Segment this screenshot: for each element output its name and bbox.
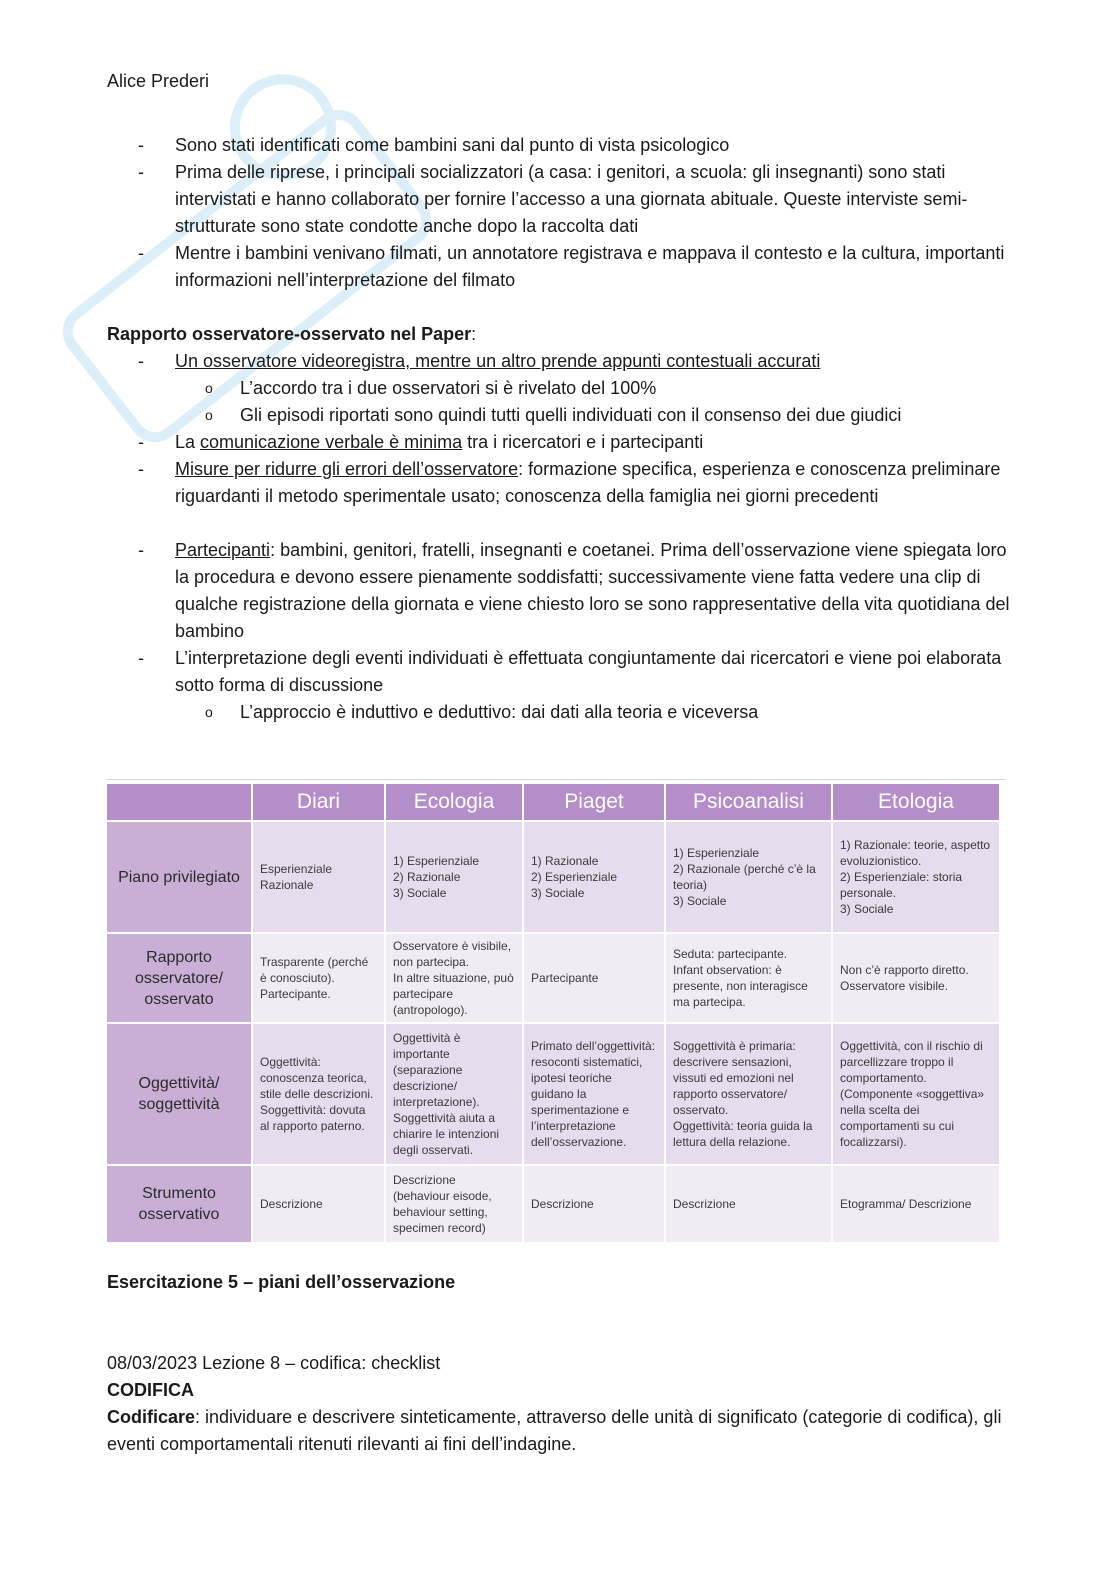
- table-cell: [386, 934, 522, 1022]
- cell-line: Soggettività è primaria: descrivere sensazioni, vissuti ed emozioni nel rapporto osservatore/ osservato.: [673, 1039, 796, 1117]
- bullet-circle: o: [205, 407, 213, 423]
- table-cell: [524, 934, 664, 1022]
- list-item: [138, 537, 1018, 645]
- text-segment: : bambini, genitori, fratelli, insegnanti e coetanei. Prima dell’osservazione viene spiegata loro la procedura e devono essere pienamente soddisfatti; successivamente viene fatta vedere una clip di qualche registrazione della giornata e viene chiesto loro se sono rappresentative della vita quotidiana del bambino: [175, 540, 1010, 641]
- cell-line: 3) Sociale: [531, 886, 585, 900]
- cell-line: Soggettività: dovuta al rapporto paterno.: [260, 1103, 366, 1133]
- list-item-text: Sono stati identificati come bambini sani dal punto di vista psicologico: [175, 135, 730, 155]
- list-item-text: Mentre i bambini venivano filmati, un annotatore registrava e mappava il contesto e la cultura, importanti informazioni nell’interpretazione del filmato: [175, 243, 1005, 290]
- bullet-circle: o: [205, 380, 213, 396]
- table-row: [107, 1166, 999, 1242]
- list-item-text: L’interpretazione degli eventi individuati è effettuata congiuntamente dai ricercatori e viene poi elaborata sotto forma di discussione: [175, 648, 1002, 695]
- cell-line: Non c’è rapporto diretto.: [840, 963, 969, 977]
- heading-text: Rapporto osservatore-osservato nel Paper: [107, 324, 472, 344]
- underlined-text: Partecipanti: [175, 540, 271, 560]
- list-item: [138, 159, 1018, 240]
- text-segment: : formazione specifica, esperienza e conoscenza preliminare riguardanti il metodo sperimentale usato; conoscenza della famiglia nei giorni precedenti: [175, 459, 1001, 506]
- cell-line: 2) Esperienziale: [531, 870, 618, 884]
- text-segment: tra i ricercatori e i partecipanti: [462, 432, 704, 452]
- bullet-dash: -: [138, 459, 144, 479]
- list-item: [138, 240, 1018, 294]
- sub-item-text: L’accordo tra i due osservatori si è rivelato del 100%: [240, 378, 657, 398]
- lesson-title: 08/03/2023 Lezione 8 – codifica: checklist: [107, 1353, 441, 1373]
- table-cell: [253, 822, 384, 932]
- cell-line: 1) Esperienziale: [393, 854, 480, 868]
- table-cell: [386, 1166, 522, 1242]
- table-corner: [107, 784, 251, 820]
- heading-colon: :: [471, 324, 477, 344]
- sub-list-item: [205, 699, 1005, 726]
- cell-line: Infant observation: è presente, non interagisce ma partecipa.: [673, 963, 808, 1009]
- table-row: [107, 822, 999, 932]
- bullet-dash: -: [138, 432, 144, 452]
- table-cell: [666, 822, 831, 932]
- sub-list-item: [205, 402, 1005, 429]
- cell-line: 1) Razionale: teorie, aspetto evoluzionistico.: [840, 838, 991, 868]
- table-cell: [666, 1166, 831, 1242]
- list-item: [138, 645, 1018, 699]
- bullet-dash: -: [138, 648, 144, 668]
- cell-line: Razionale: [260, 878, 314, 892]
- bullet-dash: -: [138, 540, 144, 560]
- cell-line: (behaviour eisode, behaviour setting, specimen record): [393, 1189, 492, 1235]
- cell-line: 2) Razionale: [393, 870, 461, 884]
- cell-line: 3) Sociale: [673, 894, 727, 908]
- column-header: Ecologia: [386, 784, 522, 820]
- cell-line: Descrizione: [393, 1173, 456, 1187]
- cell-line: 2) Esperienziale: storia personale.: [840, 870, 963, 900]
- cell-line: Esperienziale: [260, 862, 333, 876]
- bullet-dash: -: [138, 162, 144, 182]
- bullet-dash: -: [138, 351, 144, 371]
- list-item: [138, 132, 1018, 159]
- table-header-row: [107, 784, 999, 820]
- cell-line: Primato dell’oggettività: resoconti sistematici, ipotesi teoriche guidano la sperimentazione e l’interpretazione dell’osservazione.: [531, 1039, 656, 1149]
- author-name: Alice Prederi: [107, 71, 210, 91]
- section-heading-codifica: [107, 1377, 1007, 1404]
- definition-text: : individuare e descrivere sinteticamente, attraverso delle unità di significato (categorie di codifica), gli eventi comportamentali ritenuti rilevanti ai fini dell’indagine.: [107, 1407, 1002, 1454]
- table-cell: [386, 1024, 522, 1164]
- cell-line: Descrizione: [531, 1197, 594, 1211]
- table-cell: [253, 1166, 384, 1242]
- table-cell: [524, 822, 664, 932]
- table-row: [107, 934, 999, 1022]
- underlined-text: comunicazione verbale è minima: [200, 432, 463, 452]
- sub-item-text: Gli episodi riportati sono quindi tutti quelli individuati con il consenso dei due giudici: [240, 405, 902, 425]
- cell-line: Oggettività: conoscenza teorica, stile delle descrizioni.: [260, 1055, 374, 1101]
- list-item: [138, 456, 1018, 510]
- table-cell: [666, 934, 831, 1022]
- row-header: Oggettività/ soggettività: [107, 1024, 251, 1164]
- bullet-circle: o: [205, 704, 213, 720]
- column-header: Etologia: [833, 784, 999, 820]
- bullet-dash: -: [138, 243, 144, 263]
- underlined-text: Un osservatore videoregistra, mentre un altro prende appunti contestuali accurati: [175, 351, 821, 371]
- cell-line: Osservatore è visibile, non partecipa.: [393, 939, 512, 969]
- cell-line: Oggettività è importante (separazione descrizione/ interpretazione).: [393, 1031, 480, 1109]
- cell-line: Partecipante.: [260, 987, 331, 1001]
- cell-line: Soggettività aiuta a chiarire le intenzioni degli osservati.: [393, 1111, 500, 1157]
- underlined-text: Misure per ridurre gli errori dell’osservatore: [175, 459, 519, 479]
- table-cell: [833, 934, 999, 1022]
- row-header: Piano privilegiato: [107, 822, 251, 932]
- codifica-heading: CODIFICA: [107, 1380, 194, 1400]
- cell-line: Seduta: partecipante.: [673, 947, 788, 961]
- cell-line: 3) Sociale: [393, 886, 447, 900]
- cell-line: Descrizione: [673, 1197, 736, 1211]
- table-cell: [253, 934, 384, 1022]
- codifica-definition: [107, 1404, 1007, 1458]
- table-cell: [833, 1024, 999, 1164]
- cell-line: Etogramma/ Descrizione: [840, 1197, 972, 1211]
- sub-item-text: L’approccio è induttivo e deduttivo: dai dati alla teoria e viceversa: [240, 702, 759, 722]
- cell-line: Oggettività: teoria guida la lettura della relazione.: [673, 1119, 813, 1149]
- list-item: [138, 348, 1018, 375]
- table-cell: [524, 1024, 664, 1164]
- cell-line: Partecipante: [531, 971, 599, 985]
- sub-list-item: [205, 375, 1005, 402]
- cell-line: Oggettività, con il rischio di parcellizzare troppo il comportamento.: [840, 1039, 983, 1085]
- cell-line: Trasparente (perché è conosciuto).: [260, 955, 369, 985]
- text-segment: La: [175, 432, 201, 452]
- table-cell: [666, 1024, 831, 1164]
- table-cell: [524, 1166, 664, 1242]
- table-cell: [833, 822, 999, 932]
- list-item: [138, 429, 1018, 456]
- comparison-table: [107, 782, 997, 1244]
- section-heading-rapporto: [107, 321, 1007, 348]
- table-cell: [253, 1024, 384, 1164]
- table-cell: [386, 822, 522, 932]
- definition-term: Codificare: [107, 1407, 196, 1427]
- column-header: Psicoanalisi: [666, 784, 831, 820]
- cell-line: Osservatore visibile.: [840, 979, 949, 993]
- row-header: Rapporto osservatore/ osservato: [107, 934, 251, 1022]
- cell-line: In altre situazione, può partecipare (antropologo).: [393, 971, 514, 1017]
- bullet-dash: -: [138, 135, 144, 155]
- list-item-text: Prima delle riprese, i principali socializzatori (a casa: i genitori, a scuola: gli insegnanti) sono stati intervistati e hanno collaborato per fornire l’accesso a una giornata abituale. Queste interviste semi-strutturate sono state condotte anche dopo la raccolta dati: [175, 162, 968, 236]
- divider: [107, 779, 1005, 780]
- cell-line: (Componente «soggettiva» nella scelta dei comportamenti su cui focalizzarsi).: [840, 1087, 985, 1149]
- cell-line: 2) Razionale (perché c’è la teoria): [673, 862, 816, 892]
- exercise-heading: [107, 1269, 1007, 1296]
- cell-line: 1) Razionale: [531, 854, 599, 868]
- cell-line: 3) Sociale: [840, 902, 894, 916]
- cell-line: 1) Esperienziale: [673, 846, 760, 860]
- row-header: Strumento osservativo: [107, 1166, 251, 1242]
- table-row: [107, 1024, 999, 1164]
- column-header: Diari: [253, 784, 384, 820]
- column-header: Piaget: [524, 784, 664, 820]
- cell-line: Descrizione: [260, 1197, 323, 1211]
- exercise-title: Esercitazione 5 – piani dell’osservazione: [107, 1272, 456, 1292]
- table-cell: [833, 1166, 999, 1242]
